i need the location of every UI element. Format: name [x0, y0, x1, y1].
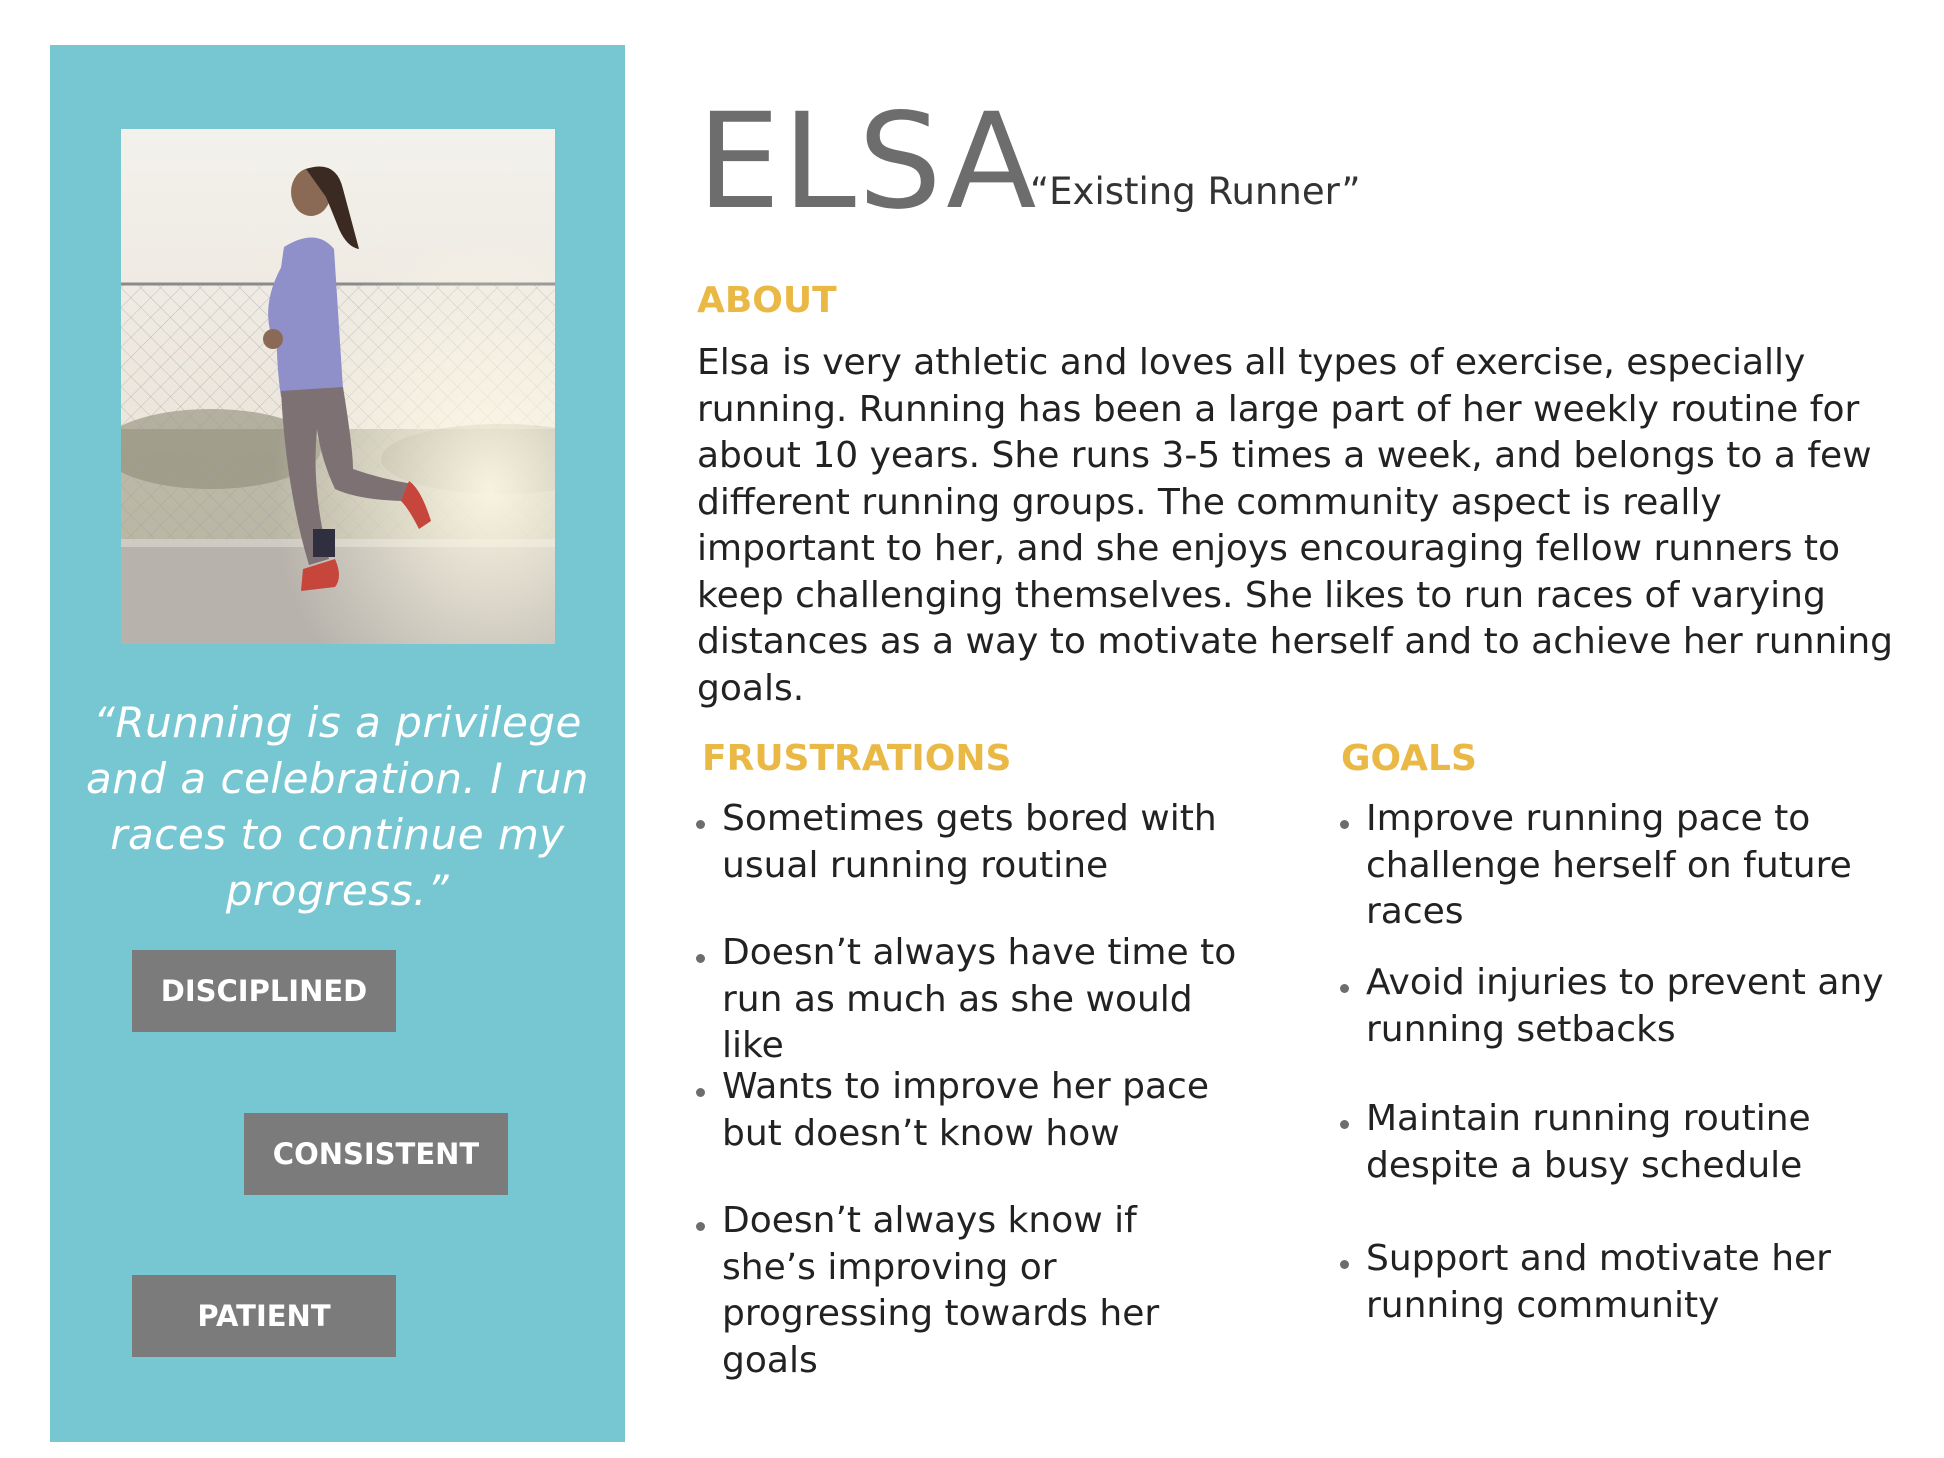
- list-item: Doesn’t always have time to run as much as she would like: [696, 930, 1262, 1070]
- about-text: Elsa is very athletic and loves all types of exercise, especially running. Running has been a large part of her weekly routine for about 10 years. She runs 3-5 times a week, and belongs to a few different running groups. The community aspect is really important to her, and she enjoys encouraging fellow runners to keep challenging themselves. She likes to run races of varying distances as a way to motivate herself and to achieve her running goals.: [697, 342, 1894, 709]
- runner-photo-icon: [121, 129, 555, 644]
- list-item: Avoid injuries to prevent any running setbacks: [1340, 960, 1896, 1053]
- list-item: Wants to improve her pace but doesn’t know how: [696, 1064, 1262, 1157]
- persona-quote: “Running is a privilege and a celebration. I run races to continue my progress.”: [86, 698, 589, 915]
- frustrations-heading: FRUSTRATIONS: [702, 738, 1012, 779]
- persona-sidebar: [50, 45, 625, 1442]
- runner-photo: [121, 129, 555, 644]
- trait-badge-disciplined: DISCIPLINED: [132, 950, 396, 1032]
- list-item: Maintain running routine despite a busy schedule: [1340, 1096, 1896, 1189]
- about-heading: ABOUT: [697, 280, 837, 321]
- list-item: Sometimes gets bored with usual running routine: [696, 796, 1262, 889]
- trait-badge-consistent: CONSISTENT: [244, 1113, 508, 1195]
- list-item: Support and motivate her running community: [1340, 1236, 1896, 1329]
- persona-role: “Existing Runner”: [1030, 170, 1361, 213]
- trait-badge-patient: PATIENT: [132, 1275, 396, 1357]
- list-item: Doesn’t always know if she’s improving or progressing towards her goals: [696, 1198, 1162, 1384]
- goals-heading: GOALS: [1341, 738, 1477, 779]
- list-item: Improve running pace to challenge herself on future races: [1340, 796, 1896, 936]
- persona-name: ELSA: [697, 85, 1039, 239]
